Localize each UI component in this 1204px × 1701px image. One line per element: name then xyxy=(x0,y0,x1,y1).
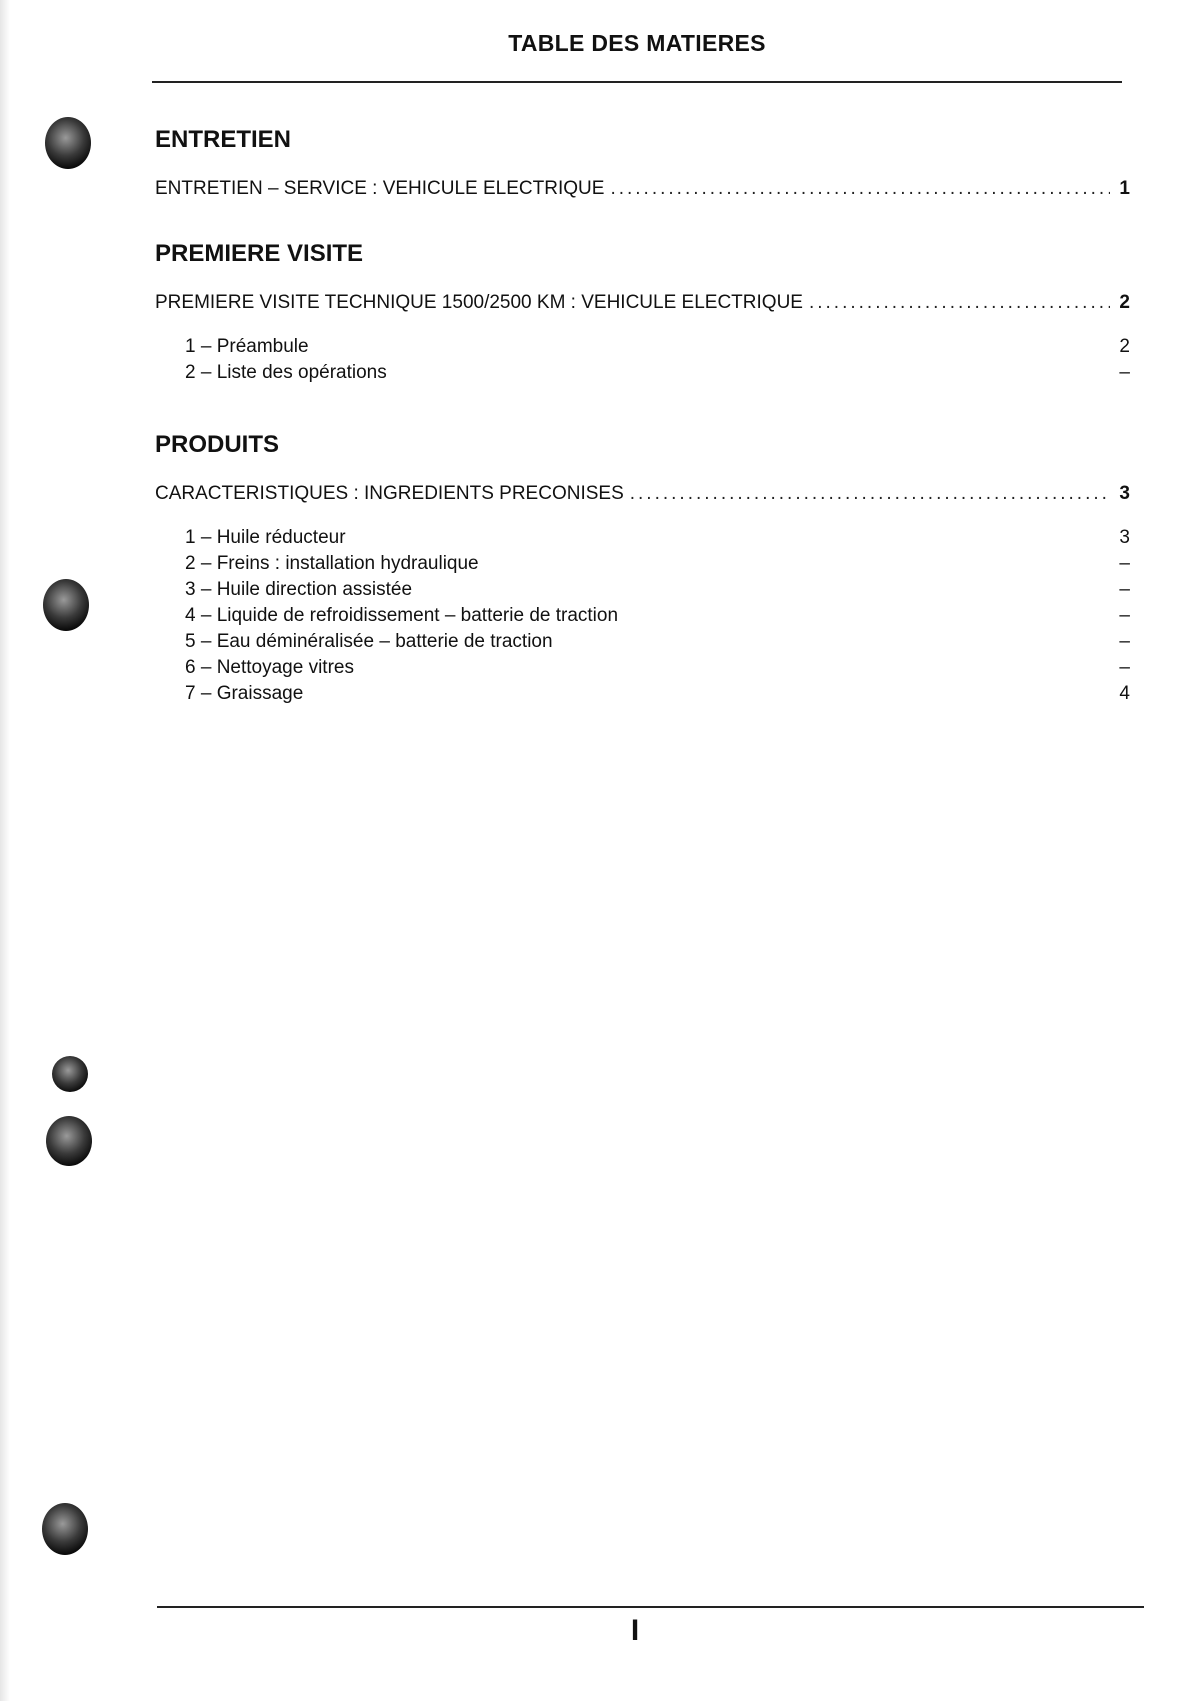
toc-entry-page: 2 xyxy=(1119,292,1130,313)
punch-hole xyxy=(42,1503,88,1555)
section-heading: PREMIERE VISITE xyxy=(155,240,364,267)
toc-entry-label: ENTRETIEN – SERVICE : VEHICULE ELECTRIQUE xyxy=(155,178,605,199)
dot-leader xyxy=(610,178,1110,200)
punch-hole xyxy=(52,1056,88,1092)
toc-sub-item-page: 2 xyxy=(1119,336,1130,357)
punch-hole xyxy=(46,1116,92,1166)
toc-entry-page: 1 xyxy=(1119,178,1130,199)
section-heading: ENTRETIEN xyxy=(155,126,292,153)
toc-sub-item-page: 4 xyxy=(1119,683,1130,704)
toc-sub-item[interactable] xyxy=(185,603,1130,629)
toc-entry-page: 3 xyxy=(1119,483,1130,504)
dot-leader xyxy=(809,292,1110,314)
dot-leader xyxy=(630,483,1110,505)
toc-sub-item-page: 3 xyxy=(1119,527,1130,548)
toc-sub-item-page: – xyxy=(1119,657,1130,678)
toc-sub-item[interactable] xyxy=(185,577,1130,603)
toc-sub-item-label: 1 – Préambule xyxy=(185,336,309,357)
toc-entry-label: PREMIERE VISITE TECHNIQUE 1500/2500 KM : VEHICULE ELECTRIQUE xyxy=(155,292,803,313)
toc-sub-list xyxy=(155,334,1130,386)
toc-section-entretien xyxy=(155,126,1130,200)
toc-sub-item-page: – xyxy=(1119,553,1130,574)
toc-sub-item-label: 2 – Liste des opérations xyxy=(185,362,387,383)
toc-sub-item-page: – xyxy=(1119,362,1130,383)
page-number: I xyxy=(630,1614,640,1647)
toc-entry[interactable] xyxy=(155,178,1130,200)
toc-sub-item[interactable] xyxy=(185,681,1130,707)
toc-sub-item-label: 3 – Huile direction assistée xyxy=(185,579,413,600)
toc-sub-item[interactable] xyxy=(185,655,1130,681)
toc-sub-item[interactable] xyxy=(185,551,1130,577)
footer-divider xyxy=(157,1606,1144,1608)
toc-entry[interactable] xyxy=(155,292,1130,314)
toc-sub-item[interactable] xyxy=(185,525,1130,551)
toc-sub-item-label: 1 – Huile réducteur xyxy=(185,527,346,548)
toc-section-premiere-visite xyxy=(155,240,1130,386)
toc-sub-item-page: – xyxy=(1119,579,1130,600)
punch-hole xyxy=(43,579,89,631)
toc-entry-label: CARACTERISTIQUES : INGREDIENTS PRECONISES xyxy=(155,483,624,504)
toc-sub-item-page: – xyxy=(1119,605,1130,626)
page-title: TABLE DES MATIERES xyxy=(508,30,766,56)
toc-sub-item-label: 6 – Nettoyage vitres xyxy=(185,657,354,678)
toc-sub-item-page: – xyxy=(1119,631,1130,652)
toc-sub-item-label: 4 – Liquide de refroidissement – batterie de traction xyxy=(185,605,619,626)
punch-hole xyxy=(45,117,91,169)
toc-sub-item[interactable] xyxy=(185,334,1130,360)
toc-sub-item[interactable] xyxy=(185,360,1130,386)
scan-left-edge xyxy=(0,0,10,1701)
header-divider xyxy=(152,81,1122,83)
toc-sub-list xyxy=(155,525,1130,707)
toc-entry[interactable] xyxy=(155,483,1130,505)
section-heading: PRODUITS xyxy=(155,431,280,458)
toc-sub-item[interactable] xyxy=(185,629,1130,655)
toc-section-produits xyxy=(155,431,1130,707)
toc-sub-item-label: 2 – Freins : installation hydraulique xyxy=(185,553,479,574)
toc-sub-item-label: 5 – Eau déminéralisée – batterie de traction xyxy=(185,631,553,652)
toc-sub-item-label: 7 – Graissage xyxy=(185,683,304,704)
